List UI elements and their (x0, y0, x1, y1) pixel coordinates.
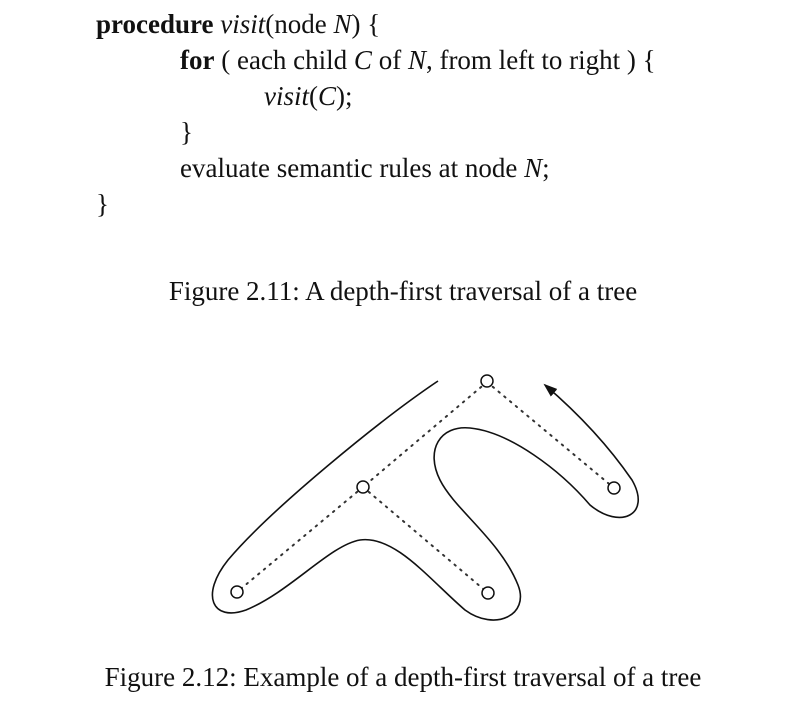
tree-edge-middle-lower (363, 487, 488, 593)
code-line-visit-call (264, 78, 353, 114)
code-line-close-for (180, 114, 193, 150)
param-var-n: N (333, 9, 352, 39)
tree-node-left-leaf (231, 586, 243, 598)
code-line-procedure (96, 6, 380, 42)
close-brace-procedure: } (96, 189, 109, 219)
for-text-b: of (371, 45, 408, 75)
tree-node-lower-leaf (482, 587, 494, 599)
visit-call-name: visit (264, 81, 309, 111)
procedure-name: visit (220, 9, 266, 39)
tree-node-right (608, 482, 620, 494)
code-line-for (180, 42, 656, 78)
keyword-for: for (180, 45, 215, 75)
tree-edge-root-middle (363, 382, 487, 487)
evaluate-var-n: N (524, 153, 543, 183)
var-c: C (353, 45, 372, 75)
close-brace-for: } (180, 117, 193, 147)
depth-first-traversal-diagram (0, 340, 806, 630)
code-line-evaluate (180, 150, 550, 186)
visit-call-var-c: C (318, 81, 337, 111)
param-close: ) { (351, 9, 381, 39)
figure-2-12-caption: Figure 2.12: Example of a depth-first traversal of a tree (104, 662, 702, 692)
traversal-contour-arrow (212, 381, 638, 620)
for-text-c: , from left to right ) { (425, 45, 656, 75)
tree-edge-root-right (487, 382, 614, 488)
evaluate-end: ; (542, 153, 550, 183)
code-line-close-procedure (96, 186, 109, 222)
param-open: (node (265, 9, 334, 39)
visit-call-open: ( (309, 81, 318, 111)
visit-call-close: ); (336, 81, 353, 111)
evaluate-text: evaluate semantic rules at node (180, 153, 525, 183)
for-text-a: ( each child (214, 45, 354, 75)
figure-2-11-caption: Figure 2.11: A depth-first traversal of a tree (168, 276, 638, 306)
keyword-procedure: procedure (96, 9, 214, 39)
var-n: N (407, 45, 426, 75)
tree-node-root (481, 375, 493, 387)
tree-node-middle (357, 481, 369, 493)
